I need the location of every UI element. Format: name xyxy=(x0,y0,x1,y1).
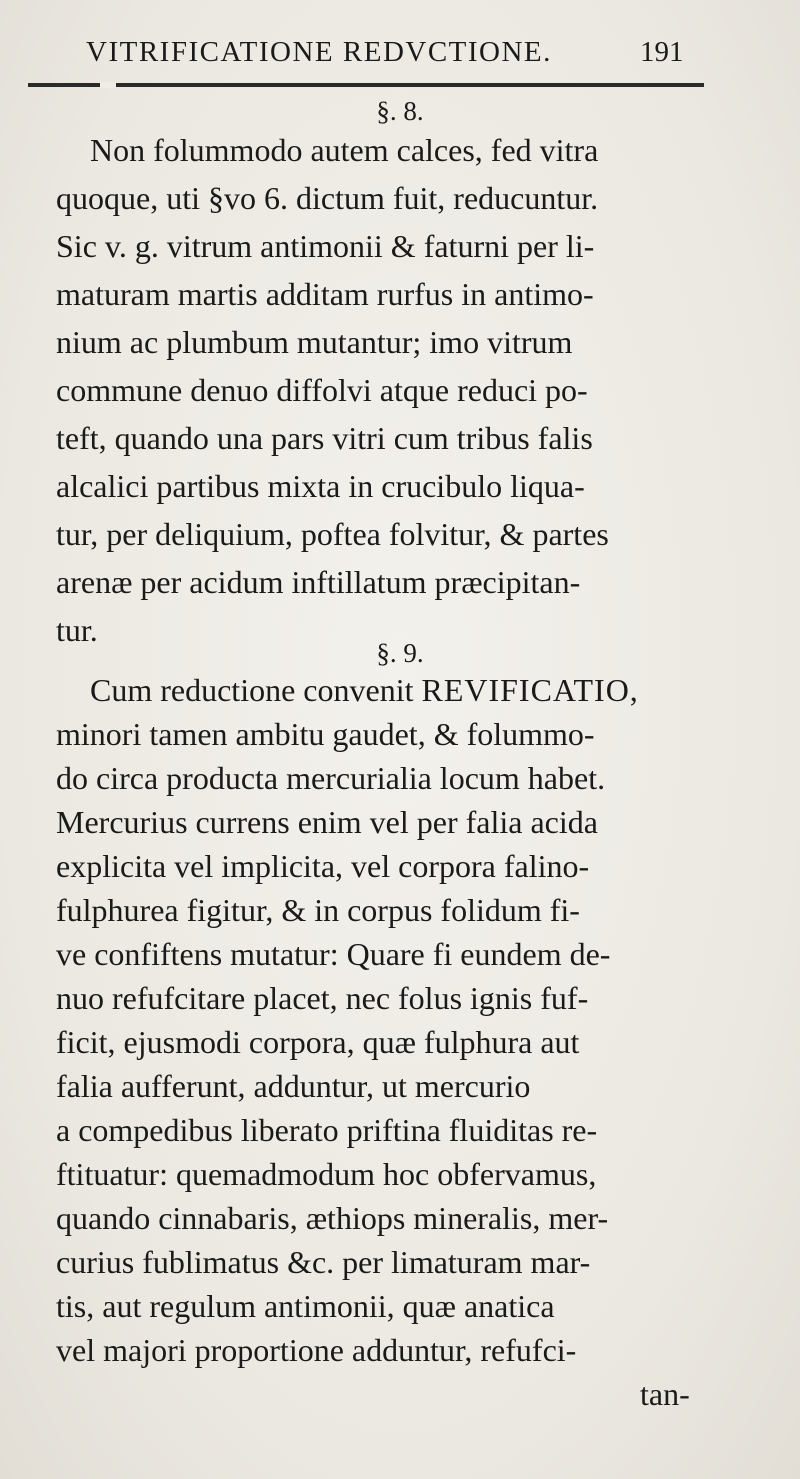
header-rule xyxy=(28,83,704,87)
paragraph-line: quoque, uti §vo 6. dictum fuit, reducuntur. xyxy=(56,180,599,216)
header-rule-gap xyxy=(100,82,116,88)
page-header xyxy=(0,36,800,76)
paragraph-line: tur, per deliquium, poftea folvitur, & partes xyxy=(56,516,609,552)
paragraph-line: minori tamen ambitu gaudet, & folummo- xyxy=(56,716,595,752)
paragraph-line: Non folummodo autem calces, fed vitra xyxy=(90,132,599,168)
paragraph-line: curius fublimatus &c. per limaturam mar- xyxy=(56,1244,591,1280)
paragraph-line: explicita vel implicita, vel corpora falino- xyxy=(56,848,590,884)
section-mark-9: §. 9. xyxy=(376,638,424,668)
paragraph-line: fulphurea figitur, & in corpus folidum fi- xyxy=(56,892,580,928)
page-number: 191 xyxy=(640,36,684,68)
paragraph-line: a compedibus liberato priftina fluiditas re- xyxy=(56,1112,598,1148)
paragraph-line: ve confiftens mutatur: Quare fi eundem de- xyxy=(56,936,611,972)
paragraph-line: falia aufferunt, adduntur, ut mercurio xyxy=(56,1068,531,1104)
paragraph-line: nium ac plumbum mutantur; imo vitrum xyxy=(56,324,573,360)
paragraph-line: ftituatur: quemadmodum hoc obfervamus, xyxy=(56,1156,597,1192)
paragraph-line: arenæ per acidum inftillatum præcipitan- xyxy=(56,564,581,600)
paragraph-line: commune denuo diffolvi atque reduci po- xyxy=(56,372,588,408)
paragraph-line: vel majori proportione adduntur, refufci- xyxy=(56,1332,577,1368)
paragraph-line: alcalici partibus mixta in crucibulo liqua- xyxy=(56,468,585,504)
paragraph-line: do circa producta mercurialia locum habet. xyxy=(56,760,606,796)
running-title: VITRIFICATIONE REDVCTIONE. xyxy=(86,36,552,68)
paragraph-line: quando cinnabaris, æthiops mineralis, mer- xyxy=(56,1200,609,1236)
paragraph-line: nuo refufcitare placet, nec folus ignis fuf- xyxy=(56,980,589,1016)
paragraph-line: tur. xyxy=(56,612,98,648)
paragraph-line: Sic v. g. vitrum antimonii & faturni per li- xyxy=(56,228,595,264)
paragraph-line: ficit, ejusmodi corpora, quæ fulphura aut xyxy=(56,1024,580,1060)
paragraph-line: teft, quando una pars vitri cum tribus falis xyxy=(56,420,593,456)
paragraph-line-text: Cum reductione convenit xyxy=(90,672,422,708)
paragraph-line xyxy=(90,668,639,712)
term-revificatio: REVIFICATIO, xyxy=(421,672,639,708)
section-mark-8: §. 8. xyxy=(376,96,424,126)
paragraph-line: maturam martis additam rurfus in antimo- xyxy=(56,276,594,312)
paragraph-line: Mercurius currens enim vel per falia acida xyxy=(56,804,598,840)
paragraph-line: tis, aut regulum antimonii, quæ anatica xyxy=(56,1288,555,1324)
catchword: tan- xyxy=(640,1376,690,1412)
